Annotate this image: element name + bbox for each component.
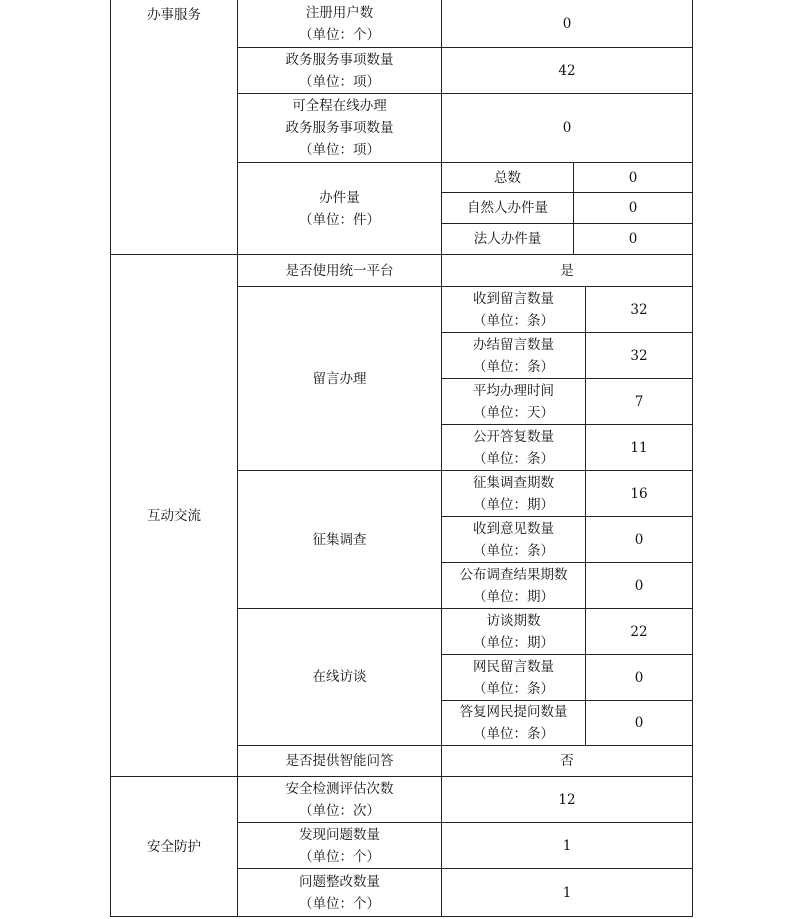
msg-avg-time-label (442, 379, 585, 424)
msg-received-value (586, 287, 692, 332)
survey-opinions-unit: （单位：条） (473, 542, 554, 559)
issues-found-name: 发现问题数量 (299, 826, 380, 843)
online-items-value-text: 0 (562, 120, 572, 136)
unified-platform-name: 是否使用统一平台 (285, 262, 394, 279)
issues-fixed-label (238, 869, 441, 916)
unified-platform-label (238, 255, 441, 286)
unified-platform-value-text: 是 (560, 262, 574, 279)
msg-completed-unit: （单位：条） (473, 358, 554, 375)
interview-netizen-msgs-unit: （单位：条） (473, 680, 554, 697)
survey-opinions-value-text: 0 (634, 531, 644, 548)
service-items-label (238, 48, 441, 93)
survey-opinions-label (442, 517, 585, 562)
category-interaction-label: 互动交流 (147, 507, 201, 524)
cases-legal-value-text: 0 (628, 231, 638, 247)
survey-periods-name: 征集调查期数 (473, 474, 554, 491)
table-border-bottom (110, 916, 693, 917)
messages-group-label (238, 287, 441, 470)
cases-name: 办件量 (319, 189, 360, 206)
msg-completed-value-text: 32 (630, 347, 648, 364)
survey-periods-value (586, 471, 692, 516)
category-security (111, 777, 237, 916)
registered-users-value-text: 0 (562, 15, 572, 32)
cases-total-value-text: 0 (628, 169, 638, 186)
category-service (111, 0, 237, 254)
cases-legal-value (574, 224, 692, 254)
survey-opinions-value (586, 517, 692, 562)
interview-periods-value-text: 22 (630, 623, 648, 640)
online-items-value (442, 94, 692, 162)
msg-avg-time-unit: （单位：天） (473, 404, 554, 421)
online-items-unit: （单位：项） (299, 142, 380, 158)
category-security-label: 安全防护 (147, 838, 201, 855)
survey-results-value (586, 563, 692, 608)
survey-results-label (442, 563, 585, 608)
msg-completed-name: 办结留言数量 (473, 336, 554, 353)
online-items-name-1: 可全程在线办理 (292, 98, 387, 114)
interview-periods-name: 访谈期数 (486, 612, 541, 629)
security-checks-name: 安全检测评估次数 (285, 780, 394, 797)
msg-avg-time-value-text: 7 (634, 393, 644, 410)
cases-legal-label (442, 224, 573, 254)
cases-total-value (574, 163, 692, 192)
survey-periods-unit: （单位：期） (473, 496, 554, 513)
msg-public-replies-name: 公开答复数量 (473, 428, 554, 445)
msg-received-unit: （单位：条） (473, 312, 554, 329)
messages-group-name: 留言办理 (312, 370, 367, 387)
security-checks-label (238, 777, 441, 822)
survey-results-value-text: 0 (634, 577, 644, 594)
interview-group-name: 在线访谈 (312, 669, 367, 685)
interview-replies-name: 答复网民提问数量 (459, 704, 568, 720)
interview-replies-label (442, 701, 585, 745)
table-border-right (692, 0, 693, 917)
msg-completed-value (586, 333, 692, 378)
survey-periods-value-text: 16 (630, 485, 648, 502)
interview-periods-label (442, 609, 585, 654)
cases-label (238, 163, 441, 254)
survey-group-name: 征集调查 (312, 531, 367, 548)
registered-users-name: 注册用户数 (305, 4, 374, 21)
online-items-name-2: 政务服务事项数量 (285, 120, 394, 136)
registered-users-value (442, 0, 692, 47)
issues-fixed-name: 问题整改数量 (299, 873, 380, 890)
interview-group-label (238, 609, 441, 745)
online-items-label (238, 94, 441, 162)
survey-results-name: 公布调查结果期数 (459, 566, 568, 583)
smart-qa-value (442, 746, 692, 776)
issues-fixed-value-text: 1 (562, 884, 572, 901)
msg-public-replies-value-text: 11 (630, 439, 648, 456)
survey-results-unit: （单位：期） (473, 588, 554, 605)
registered-users-label (238, 0, 441, 47)
smart-qa-name: 是否提供智能问答 (285, 753, 394, 769)
interview-periods-value (586, 609, 692, 654)
interview-netizen-msgs-value-text: 0 (634, 669, 644, 686)
msg-avg-time-value (586, 379, 692, 424)
msg-public-replies-value (586, 425, 692, 470)
cases-natural-label-text: 自然人办件量 (467, 200, 548, 216)
msg-received-name: 收到留言数量 (473, 290, 554, 307)
service-items-unit: （单位：项） (299, 73, 380, 90)
security-checks-value (442, 777, 692, 822)
registered-users-unit: （单位：个） (299, 26, 380, 43)
unified-platform-value (442, 255, 692, 286)
service-items-value (442, 48, 692, 93)
msg-received-label (442, 287, 585, 332)
smart-qa-label (238, 746, 441, 776)
msg-completed-label (442, 333, 585, 378)
issues-found-value (442, 823, 692, 868)
cases-natural-label (442, 193, 573, 223)
interview-replies-value (586, 701, 692, 745)
service-items-name: 政务服务事项数量 (285, 51, 394, 68)
interview-periods-unit: （单位：期） (473, 634, 554, 651)
smart-qa-value-text: 否 (560, 753, 574, 769)
issues-found-label (238, 823, 441, 868)
issues-found-unit: （单位：个） (299, 848, 380, 865)
cases-legal-label-text: 法人办件量 (473, 231, 542, 247)
cases-unit: （单位：件） (299, 211, 380, 228)
msg-public-replies-unit: （单位：条） (473, 450, 554, 467)
security-checks-value-text: 12 (558, 791, 576, 808)
issues-fixed-unit: （单位：个） (299, 895, 380, 912)
msg-avg-time-name: 平均办理时间 (473, 382, 554, 399)
interview-netizen-msgs-label (442, 655, 585, 700)
msg-received-value-text: 32 (630, 301, 648, 318)
cases-total-label (442, 163, 573, 192)
interview-netizen-msgs-name: 网民留言数量 (473, 658, 554, 675)
security-checks-unit: （单位：次） (299, 802, 380, 819)
category-service-label: 办事服务 (147, 7, 201, 23)
interview-replies-unit: （单位：条） (473, 726, 554, 742)
survey-group-label (238, 471, 441, 608)
category-interaction (111, 255, 237, 776)
issues-found-value-text: 1 (562, 837, 572, 854)
msg-public-replies-label (442, 425, 585, 470)
cases-natural-value (574, 193, 692, 223)
cases-natural-value-text: 0 (628, 200, 638, 216)
interview-netizen-msgs-value (586, 655, 692, 700)
service-items-value-text: 42 (558, 62, 576, 79)
cases-total-label-text: 总数 (494, 169, 521, 186)
interview-replies-value-text: 0 (634, 715, 644, 731)
survey-periods-label (442, 471, 585, 516)
survey-opinions-name: 收到意见数量 (473, 520, 554, 537)
issues-fixed-value (442, 869, 692, 916)
